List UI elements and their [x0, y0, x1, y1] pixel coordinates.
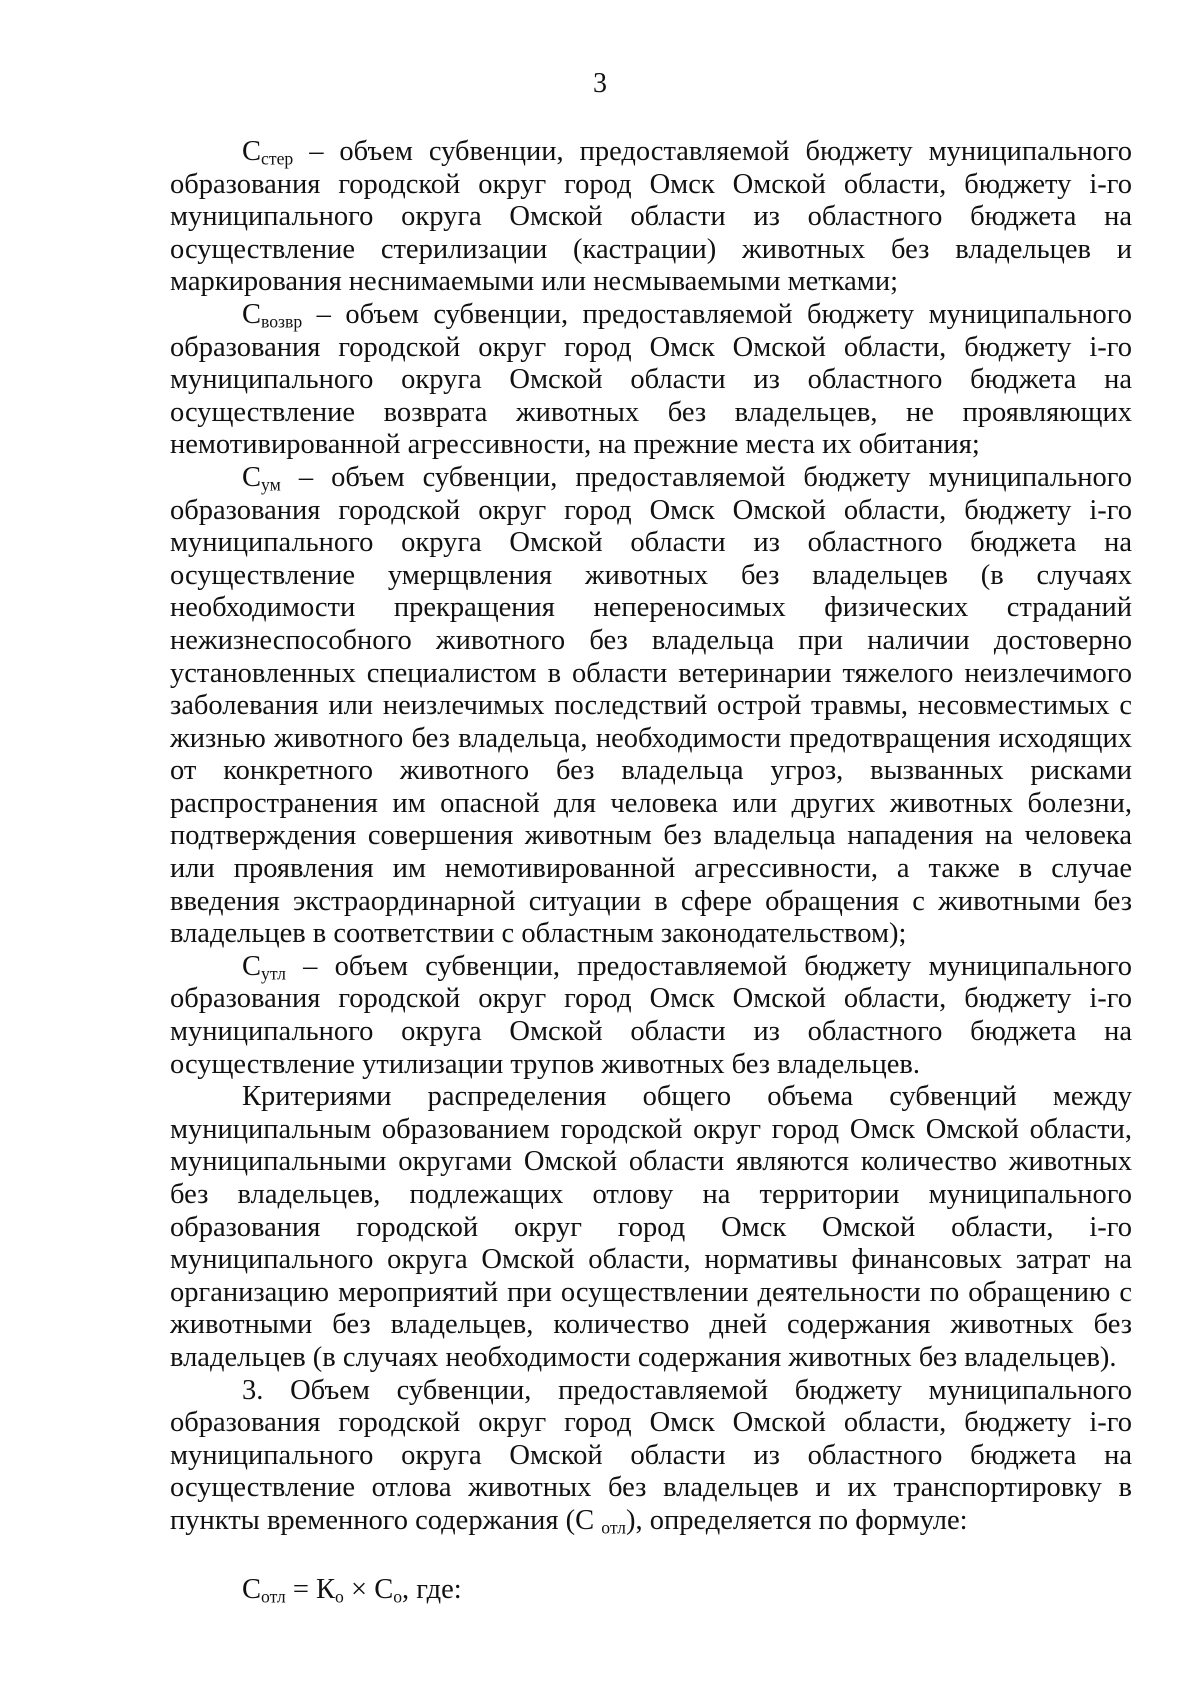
- formula-c-subscript: о: [393, 1586, 403, 1607]
- formula-c: С: [374, 1574, 394, 1605]
- symbol: C: [242, 461, 262, 493]
- symbol-subscript: утл: [261, 963, 286, 984]
- formula-lhs: C: [242, 1574, 262, 1605]
- criteria-paragraph: Критериями распределения общего объема субвенций между муниципальным образованием городской округ город Омск Омской области, муниципальными округами Омской области являются количество животных без владельцев, подлежащих отлову на территории муниципального образования городской округ город Омск Омской области, i-го муниципального округа Омской области, нормативы финансовых затрат на организацию мероприятий при осуществлении деятельности по обращению с животными без владельцев, количество дней содержания животных без владельцев (в случаях необходимости содержания животных без владельцев).: [170, 1081, 1132, 1373]
- definition-text: – объем субвенции, предоставляемой бюджету муниципального образования городской округ город Омск Омской области, бюджету i-го муниципального округа Омской области из областного бюджета на осуществление утилизации трупов животных без владельцев.: [170, 950, 1132, 1080]
- definition-text: – объем субвенции, предоставляемой бюджету муниципального образования городской округ город Омск Омской области, бюджету i-го муниципального округа Омской области из областного бюджета на осуществление стерилизации (кастрации) животных без владельцев и маркирования неснимаемыми или несмываемыми метками;: [170, 136, 1132, 298]
- symbol: C: [242, 298, 262, 330]
- paragraph-text: 3. Объем субвенции, предоставляемой бюджету муниципального образования городской округ город Омск Омской области, бюджету i-го муниципального округа Омской области из областного бюджета на осуществление отлова животных без владельцев и их транспортировку в пункты временного содержания (С: [170, 1374, 1132, 1536]
- formula: [242, 1573, 462, 1607]
- definition-c-ster: [170, 136, 1132, 299]
- definition-c-vozvr: [170, 299, 1132, 462]
- formula-lhs-subscript: отл: [261, 1586, 286, 1607]
- symbol: C: [242, 136, 262, 167]
- symbol-subscript: ум: [261, 474, 281, 495]
- definition-c-utl: [170, 951, 1132, 1081]
- formula-k: К: [316, 1574, 336, 1605]
- formula-equals: =: [285, 1574, 317, 1605]
- paragraph-tail: ), определяется по формуле:: [625, 1504, 968, 1536]
- symbol: C: [242, 950, 262, 982]
- page-number: 3: [593, 68, 607, 99]
- formula-k-subscript: о: [335, 1586, 344, 1607]
- symbol-subscript: возвр: [261, 311, 303, 332]
- definition-text: – объем субвенции, предоставляемой бюджету муниципального образования городской округ город Омск Омской области, бюджету i-го муниципального округа Омской области из областного бюджета на осуществление умерщвления животных без владельцев (в случаях необходимости прекращения непереносимых физических страданий нежизнеспособного животного без владельца при наличии достоверно установленных специалистом в области ветеринарии тяжелого неизлечимого заболевания или неизлечимых последствий острой травмы, несовместимых с жизнью животного без владельца, необходимости предотвращения исходящих от конкретного животного без владельца угроз, вызванных рисками распространения им опасной для человека или других животных болезни, подтверждения совершения животным без владельца нападения на человека или проявления им немотивированной агрессивности, а также в случае введения экстраординарной ситуации в сфере обращения с животными без владельцев в соответствии с областным законодательством);: [170, 461, 1132, 950]
- formula-times: ×: [343, 1574, 375, 1605]
- definition-c-um: [170, 462, 1132, 951]
- definition-text: – объем субвенции, предоставляемой бюджету муниципального образования городской округ город Омск Омской области, бюджету i-го муниципального округа Омской области из областного бюджета на осуществление возврата животных без владельцев, не проявляющих немотивированной агрессивности, на прежние места их обитания;: [170, 298, 1132, 461]
- symbol-subscript: стер: [261, 148, 294, 169]
- document-body: [170, 136, 1132, 1538]
- formula-tail: , где:: [402, 1574, 462, 1605]
- section-3-paragraph: [170, 1375, 1132, 1538]
- symbol-subscript: отл: [601, 1517, 626, 1538]
